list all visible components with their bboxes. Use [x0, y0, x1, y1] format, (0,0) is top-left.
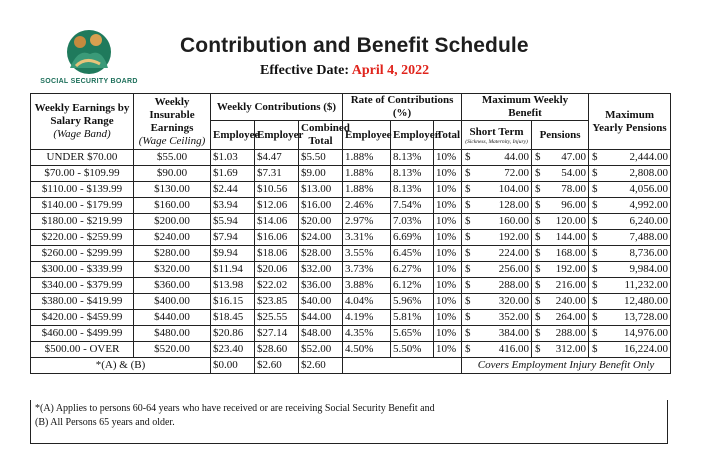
- footnote-b: (B) All Persons 65 years and older.: [35, 417, 175, 428]
- row-insurable-earnings: $240.00: [134, 230, 211, 246]
- row-short-term-benefit: [462, 342, 532, 358]
- row-band: $300.00 - $339.99: [31, 262, 134, 278]
- amount: 352.00: [498, 311, 530, 323]
- row-pension-benefit: [532, 246, 589, 262]
- row-rate-employer: 5.50%: [391, 342, 434, 358]
- row-rate-employer: 6.27%: [391, 262, 434, 278]
- row-band: $260.00 - $299.99: [31, 246, 134, 262]
- row-rate-total: 10%: [434, 342, 462, 358]
- amount: 104.00: [498, 183, 530, 195]
- amount: 9,984.00: [629, 263, 669, 275]
- table-row: [31, 198, 671, 214]
- row-employee-contribution: $7.94: [211, 230, 255, 246]
- row-short-term-benefit: [462, 182, 532, 198]
- row-rate-employer: 5.81%: [391, 310, 434, 326]
- row-rate-employee: 1.88%: [343, 150, 391, 166]
- row-employer-contribution: $4.47: [255, 150, 299, 166]
- row-rate-employee: 3.88%: [343, 278, 391, 294]
- row-rate-employee: 3.55%: [343, 246, 391, 262]
- table-row: [31, 150, 671, 166]
- table-row: [31, 342, 671, 358]
- row-short-term-benefit: [462, 246, 532, 262]
- row-short-term-benefit: [462, 150, 532, 166]
- row-insurable-earnings: $320.00: [134, 262, 211, 278]
- row-insurable-earnings: $160.00: [134, 198, 211, 214]
- currency-sign: $: [592, 311, 598, 323]
- row-yearly-pension: [589, 294, 671, 310]
- amount: 192.00: [555, 263, 587, 275]
- row-employee-contribution: $5.94: [211, 214, 255, 230]
- row-short-term-benefit: [462, 278, 532, 294]
- table-row: [31, 214, 671, 230]
- row-yearly-pension: [589, 262, 671, 278]
- currency-sign: $: [535, 151, 541, 163]
- row-combined-total: $48.00: [299, 326, 343, 342]
- row-rate-total: 10%: [434, 230, 462, 246]
- row-band: $110.00 - $139.99: [31, 182, 134, 198]
- amount: 14,976.00: [624, 327, 669, 339]
- amount: 78.00: [561, 183, 587, 195]
- row-insurable-earnings: $360.00: [134, 278, 211, 294]
- header-rate-total: Total: [434, 121, 462, 150]
- table-row: [31, 310, 671, 326]
- row-rate-employer: 8.13%: [391, 166, 434, 182]
- row-employer-contribution: $20.06: [255, 262, 299, 278]
- row-rate-employee: 4.19%: [343, 310, 391, 326]
- schedule-table: [30, 93, 671, 374]
- row-short-term-benefit: [462, 326, 532, 342]
- special-row-blank: [343, 358, 462, 374]
- row-band: $420.00 - $459.99: [31, 310, 134, 326]
- amount: 240.00: [555, 295, 587, 307]
- row-combined-total: $20.00: [299, 214, 343, 230]
- row-rate-total: 10%: [434, 198, 462, 214]
- row-yearly-pension: [589, 278, 671, 294]
- currency-sign: $: [592, 231, 598, 243]
- amount: 44.00: [504, 151, 530, 163]
- row-pension-benefit: [532, 166, 589, 182]
- currency-sign: $: [535, 231, 541, 243]
- row-rate-employer: 7.03%: [391, 214, 434, 230]
- amount: 312.00: [555, 343, 587, 355]
- currency-sign: $: [592, 279, 598, 291]
- row-short-term-benefit: [462, 166, 532, 182]
- row-yearly-pension: [589, 230, 671, 246]
- row-band: UNDER $70.00: [31, 150, 134, 166]
- row-pension-benefit: [532, 182, 589, 198]
- row-short-term-benefit: [462, 294, 532, 310]
- logo: [34, 28, 144, 90]
- row-rate-total: 10%: [434, 166, 462, 182]
- currency-sign: $: [465, 231, 471, 243]
- row-rate-employer: 6.69%: [391, 230, 434, 246]
- currency-sign: $: [535, 215, 541, 227]
- table-row: [31, 294, 671, 310]
- currency-sign: $: [535, 327, 541, 339]
- row-insurable-earnings: $55.00: [134, 150, 211, 166]
- row-combined-total: $16.00: [299, 198, 343, 214]
- amount: 2,444.00: [629, 151, 669, 163]
- row-rate-employee: 1.88%: [343, 166, 391, 182]
- header-combined-total: Combined Total: [299, 121, 343, 150]
- row-rate-total: 10%: [434, 294, 462, 310]
- special-row-label: *(A) & (B): [31, 358, 211, 374]
- row-employee-contribution: $18.45: [211, 310, 255, 326]
- currency-sign: $: [592, 295, 598, 307]
- currency-sign: $: [465, 327, 471, 339]
- amount: 168.00: [555, 247, 587, 259]
- effective-date: [260, 63, 429, 79]
- row-insurable-earnings: $200.00: [134, 214, 211, 230]
- currency-sign: $: [535, 199, 541, 211]
- row-pension-benefit: [532, 262, 589, 278]
- row-employer-contribution: $7.31: [255, 166, 299, 182]
- row-yearly-pension: [589, 166, 671, 182]
- row-employee-contribution: $9.94: [211, 246, 255, 262]
- amount: 120.00: [555, 215, 587, 227]
- header-insurable-earnings: Weekly Insurable Earnings (Wage Ceiling): [134, 94, 211, 150]
- header-max-weekly-benefit: Maximum Weekly Benefit: [462, 94, 589, 121]
- amount: 4,056.00: [629, 183, 669, 195]
- currency-sign: $: [465, 199, 471, 211]
- row-short-term-benefit: [462, 214, 532, 230]
- family-logo-icon: [56, 28, 122, 78]
- amount: 320.00: [498, 295, 530, 307]
- header-weekly-earnings: Weekly Earnings by Salary Range (Wage Band): [31, 94, 134, 150]
- currency-sign: $: [465, 279, 471, 291]
- currency-sign: $: [465, 295, 471, 307]
- amount: 16,224.00: [624, 343, 669, 355]
- row-employee-contribution: $1.69: [211, 166, 255, 182]
- row-rate-employee: 4.04%: [343, 294, 391, 310]
- currency-sign: $: [465, 215, 471, 227]
- row-band: $140.00 - $179.99: [31, 198, 134, 214]
- row-short-term-benefit: [462, 262, 532, 278]
- row-rate-total: 10%: [434, 262, 462, 278]
- amount: 4,992.00: [629, 199, 669, 211]
- row-insurable-earnings: $90.00: [134, 166, 211, 182]
- currency-sign: $: [465, 183, 471, 195]
- row-insurable-earnings: $480.00: [134, 326, 211, 342]
- row-employee-contribution: $3.94: [211, 198, 255, 214]
- row-combined-total: $13.00: [299, 182, 343, 198]
- amount: 264.00: [555, 311, 587, 323]
- special-row: [31, 358, 671, 374]
- page-title: Contribution and Benefit Schedule: [180, 34, 529, 57]
- row-rate-employee: 4.50%: [343, 342, 391, 358]
- row-rate-employer: 7.54%: [391, 198, 434, 214]
- row-combined-total: $24.00: [299, 230, 343, 246]
- row-rate-total: 10%: [434, 182, 462, 198]
- header-employer: Employer: [255, 121, 299, 150]
- currency-sign: $: [592, 263, 598, 275]
- row-employee-contribution: $16.15: [211, 294, 255, 310]
- row-employee-contribution: $13.98: [211, 278, 255, 294]
- row-pension-benefit: [532, 310, 589, 326]
- row-rate-total: 10%: [434, 310, 462, 326]
- row-employer-contribution: $10.56: [255, 182, 299, 198]
- amount: 96.00: [561, 199, 587, 211]
- row-yearly-pension: [589, 326, 671, 342]
- row-band: $220.00 - $259.99: [31, 230, 134, 246]
- amount: 11,232.00: [624, 279, 669, 291]
- amount: 8,736.00: [629, 247, 669, 259]
- row-combined-total: $32.00: [299, 262, 343, 278]
- row-employer-contribution: $25.55: [255, 310, 299, 326]
- amount: 288.00: [498, 279, 530, 291]
- amount: 12,480.00: [624, 295, 669, 307]
- currency-sign: $: [465, 247, 471, 259]
- row-employer-contribution: $22.02: [255, 278, 299, 294]
- special-row-employer: $2.60: [255, 358, 299, 374]
- table-row: [31, 326, 671, 342]
- table-row: [31, 166, 671, 182]
- amount: 256.00: [498, 263, 530, 275]
- currency-sign: $: [535, 295, 541, 307]
- amount: 72.00: [504, 167, 530, 179]
- row-short-term-benefit: [462, 310, 532, 326]
- row-rate-employer: 6.12%: [391, 278, 434, 294]
- amount: 224.00: [498, 247, 530, 259]
- table-row: [31, 246, 671, 262]
- row-rate-total: 10%: [434, 214, 462, 230]
- header-rate-contributions: Rate of Contributions (%): [343, 94, 462, 121]
- row-rate-employer: 8.13%: [391, 182, 434, 198]
- currency-sign: $: [535, 263, 541, 275]
- row-employer-contribution: $27.14: [255, 326, 299, 342]
- effective-date-value: April 4, 2022: [351, 63, 430, 78]
- row-short-term-benefit: [462, 198, 532, 214]
- currency-sign: $: [465, 167, 471, 179]
- row-employer-contribution: $28.60: [255, 342, 299, 358]
- row-rate-employer: 5.65%: [391, 326, 434, 342]
- currency-sign: $: [592, 167, 598, 179]
- special-row-combined: $2.60: [299, 358, 343, 374]
- row-rate-employee: 1.88%: [343, 182, 391, 198]
- row-yearly-pension: [589, 310, 671, 326]
- currency-sign: $: [592, 151, 598, 163]
- row-rate-employee: 3.73%: [343, 262, 391, 278]
- amount: 47.00: [561, 151, 587, 163]
- row-employee-contribution: $23.40: [211, 342, 255, 358]
- row-employee-contribution: $11.94: [211, 262, 255, 278]
- row-rate-employee: 4.35%: [343, 326, 391, 342]
- row-band: $180.00 - $219.99: [31, 214, 134, 230]
- row-band: $340.00 - $379.99: [31, 278, 134, 294]
- amount: 384.00: [498, 327, 530, 339]
- row-yearly-pension: [589, 342, 671, 358]
- header-employee: Employee: [211, 121, 255, 150]
- effective-date-label: Effective Date:: [260, 63, 350, 78]
- row-band: $500.00 - OVER: [31, 342, 134, 358]
- row-yearly-pension: [589, 246, 671, 262]
- row-insurable-earnings: $130.00: [134, 182, 211, 198]
- row-rate-total: 10%: [434, 278, 462, 294]
- row-employer-contribution: $14.06: [255, 214, 299, 230]
- currency-sign: $: [592, 183, 598, 195]
- row-combined-total: $52.00: [299, 342, 343, 358]
- row-pension-benefit: [532, 326, 589, 342]
- row-yearly-pension: [589, 182, 671, 198]
- logo-text: SOCIAL SECURITY BOARD: [40, 78, 138, 85]
- row-pension-benefit: [532, 198, 589, 214]
- currency-sign: $: [592, 199, 598, 211]
- row-rate-employer: 6.45%: [391, 246, 434, 262]
- footnote-a: *(A) Applies to persons 60-64 years who have received or are receiving Social Security Benefit and: [35, 403, 435, 414]
- row-yearly-pension: [589, 214, 671, 230]
- row-combined-total: $9.00: [299, 166, 343, 182]
- row-employee-contribution: $2.44: [211, 182, 255, 198]
- table-row: [31, 262, 671, 278]
- row-pension-benefit: [532, 230, 589, 246]
- amount: 416.00: [498, 343, 530, 355]
- row-employer-contribution: $12.06: [255, 198, 299, 214]
- currency-sign: $: [465, 263, 471, 275]
- row-combined-total: $44.00: [299, 310, 343, 326]
- row-rate-employer: 8.13%: [391, 150, 434, 166]
- row-insurable-earnings: $440.00: [134, 310, 211, 326]
- currency-sign: $: [592, 327, 598, 339]
- row-rate-employee: 3.31%: [343, 230, 391, 246]
- amount: 192.00: [498, 231, 530, 243]
- row-rate-total: 10%: [434, 150, 462, 166]
- row-pension-benefit: [532, 150, 589, 166]
- row-yearly-pension: [589, 198, 671, 214]
- header-weekly-contributions: Weekly Contributions ($): [211, 94, 343, 121]
- row-employer-contribution: $16.06: [255, 230, 299, 246]
- header-max-yearly-pensions: Maximum Yearly Pensions: [589, 94, 671, 150]
- amount: 288.00: [555, 327, 587, 339]
- row-yearly-pension: [589, 150, 671, 166]
- currency-sign: $: [535, 343, 541, 355]
- amount: 216.00: [555, 279, 587, 291]
- amount: 144.00: [555, 231, 587, 243]
- row-pension-benefit: [532, 278, 589, 294]
- currency-sign: $: [465, 151, 471, 163]
- row-employer-contribution: $18.06: [255, 246, 299, 262]
- row-pension-benefit: [532, 342, 589, 358]
- row-rate-total: 10%: [434, 246, 462, 262]
- row-combined-total: $40.00: [299, 294, 343, 310]
- currency-sign: $: [535, 311, 541, 323]
- header-short-term: Short Term (Sickness, Maternity, Injury): [462, 121, 532, 150]
- row-employee-contribution: $20.86: [211, 326, 255, 342]
- row-combined-total: $36.00: [299, 278, 343, 294]
- row-insurable-earnings: $520.00: [134, 342, 211, 358]
- special-row-note: Covers Employment Injury Benefit Only: [462, 358, 671, 374]
- amount: 7,488.00: [629, 231, 669, 243]
- row-insurable-earnings: $280.00: [134, 246, 211, 262]
- row-band: $380.00 - $419.99: [31, 294, 134, 310]
- special-row-employee: $0.00: [211, 358, 255, 374]
- row-rate-total: 10%: [434, 326, 462, 342]
- table-row: [31, 278, 671, 294]
- row-employee-contribution: $1.03: [211, 150, 255, 166]
- row-band: $460.00 - $499.99: [31, 326, 134, 342]
- footnotes: [30, 400, 668, 444]
- row-employer-contribution: $23.85: [255, 294, 299, 310]
- currency-sign: $: [592, 215, 598, 227]
- row-rate-employee: 2.97%: [343, 214, 391, 230]
- amount: 160.00: [498, 215, 530, 227]
- row-rate-employee: 2.46%: [343, 198, 391, 214]
- table-row: [31, 182, 671, 198]
- currency-sign: $: [535, 167, 541, 179]
- currency-sign: $: [535, 183, 541, 195]
- currency-sign: $: [592, 247, 598, 259]
- amount: 128.00: [498, 199, 530, 211]
- currency-sign: $: [465, 343, 471, 355]
- row-combined-total: $28.00: [299, 246, 343, 262]
- currency-sign: $: [465, 311, 471, 323]
- currency-sign: $: [535, 247, 541, 259]
- row-pension-benefit: [532, 214, 589, 230]
- row-insurable-earnings: $400.00: [134, 294, 211, 310]
- row-short-term-benefit: [462, 230, 532, 246]
- currency-sign: $: [592, 343, 598, 355]
- header-pensions: Pensions: [532, 121, 589, 150]
- amount: 54.00: [561, 167, 587, 179]
- table-row: [31, 230, 671, 246]
- amount: 2,808.00: [629, 167, 669, 179]
- amount: 6,240.00: [629, 215, 669, 227]
- row-band: $70.00 - $109.99: [31, 166, 134, 182]
- header-rate-employee: Employee: [343, 121, 391, 150]
- row-rate-employer: 5.96%: [391, 294, 434, 310]
- row-combined-total: $5.50: [299, 150, 343, 166]
- amount: 13,728.00: [624, 311, 669, 323]
- header-rate-employer: Employer: [391, 121, 434, 150]
- row-pension-benefit: [532, 294, 589, 310]
- currency-sign: $: [535, 279, 541, 291]
